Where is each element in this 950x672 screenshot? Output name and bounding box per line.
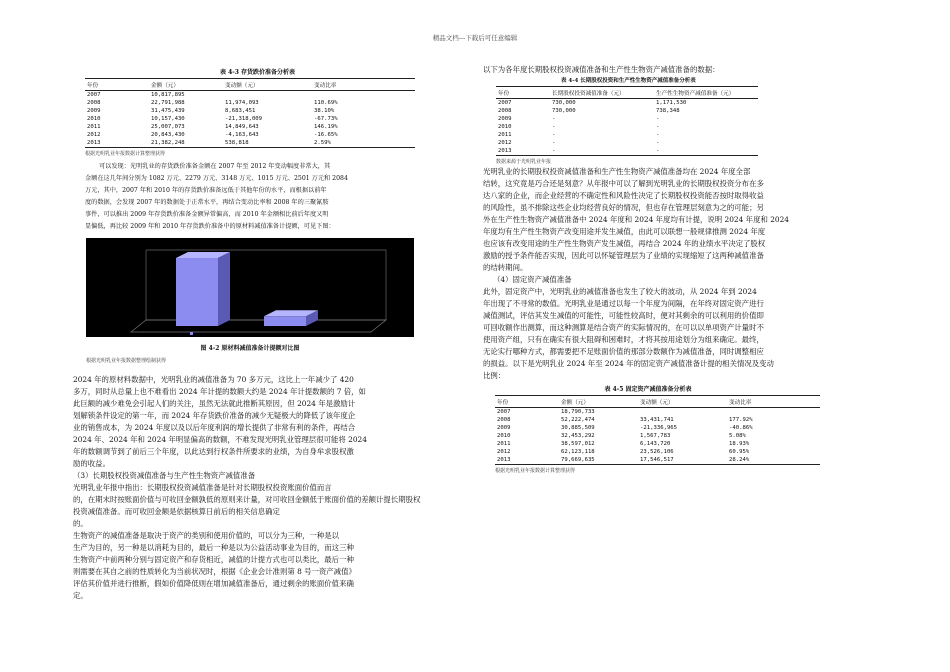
text-line: 划解锁条件设定的第一年，而 2024 年存货跌价准备的减少无疑极大的降低了该年度企: [73, 411, 356, 420]
table-cell: 110.69%: [314, 100, 338, 106]
section-heading: （4）固定资产减值准备: [493, 275, 572, 284]
text-line: 年出现了不寻常的数值。光明乳业是通过以每一个年度为间隔，在年终对固定资产进行: [483, 299, 764, 308]
table-cell: -4,163,643: [225, 132, 259, 138]
text-line: 比例：: [483, 371, 506, 380]
table-row: [495, 432, 820, 440]
table-cell: 52,222,474: [561, 417, 595, 423]
text-line: 金额在这几年间分别为 1082 万元、2279 万元、3148 万元、1015 万元、2501 万元和 2084: [85, 175, 348, 183]
table-cell: 2009: [497, 425, 511, 431]
table-cell: 2010: [87, 116, 101, 122]
table-cell: 33,431,741: [640, 417, 674, 423]
table-row: [496, 147, 758, 156]
table-header-row: [85, 79, 415, 91]
table-source: 根据光明乳业年报数据计算整理获得: [495, 468, 576, 474]
table-row: [495, 424, 820, 432]
table-cell: 177.92%: [729, 417, 753, 423]
table-cell: 2011: [497, 441, 511, 447]
text-line: 光明乳业的长期股权投资减值准备和生产性生物资产减值准备均在 2024 年度全部: [483, 167, 751, 176]
table-caption: 表 4-3 存货跌价准备分析表: [219, 69, 296, 76]
text-line: 减值测试，评估其发生减值的可能性，可能性较高时，便对其剩余的可以利用的价值即: [483, 311, 764, 320]
text-line: 万元，其中，2007 年和 2010 年的存货跌价准备远低于其他年份的水平，而根据以前年: [85, 187, 327, 195]
table-cell: -: [550, 147, 654, 156]
table-cell: 2011: [87, 124, 101, 130]
table-cell: 22,791,988: [151, 100, 185, 106]
figure-caption: 图 4-2 原材料减值准备计提额对比图: [200, 345, 300, 352]
table-cell: 60.95%: [729, 449, 750, 455]
table-cell: 18.93%: [729, 441, 750, 447]
table-row: [496, 139, 758, 147]
text-line: 光明乳业年报中指出：长期股权投资减值准备是针对长期股权投资账面价值而言: [73, 483, 332, 492]
table-cell: 18,790,733: [561, 409, 595, 415]
text-line: 度的数据，会发现 2007 年的数据处于正常水平，再结合变动比率和 2008 年的三聚氰胺: [85, 199, 329, 207]
text-line: 结转，这究竟是巧合还是刻意？从年报中可以了解到光明乳业的长期股权投资分布在多: [483, 179, 764, 188]
table-cell: 2009: [87, 108, 101, 114]
table-cell: [312, 91, 415, 100]
text-line: 年的数额调节到了前后三个年度，以此达到行权条件所要求的业绩，为自身牟求股权激: [73, 447, 354, 456]
table-cell: 62,123,118: [561, 449, 595, 455]
table-cell: 10,157,430: [151, 116, 185, 122]
table-cell: 21,382,248: [149, 139, 223, 148]
column-header: 变动额（元）: [638, 396, 727, 408]
text-line: 生产为目的，另一种是以消耗为目的，最后一种是以为公益活动事业为目的，而这三种: [73, 543, 354, 552]
table-cell: 730,000: [552, 100, 576, 106]
table-cell: 79,669,635: [559, 456, 638, 465]
table-cell: 23,526,106: [640, 449, 674, 455]
table-cell: 32,453,292: [561, 433, 595, 439]
column-header: 生产性生物资产减值准备（元）: [654, 87, 758, 99]
column-header: 长期股权投资减值准备（元）: [550, 87, 654, 99]
text-line: 可回收额作出测算，而这种测算是结合资产的实际情况的，在可以以单项资产计量时不: [483, 323, 764, 332]
table-cell: 738,348: [656, 108, 680, 114]
table-cell: 10,817,895: [151, 92, 185, 98]
table-row: [85, 91, 415, 100]
table-row: [495, 448, 820, 456]
table-cell: 30,885,509: [561, 425, 595, 431]
table-row: [85, 107, 415, 115]
table-row: [85, 99, 415, 107]
table-cell: -: [656, 140, 660, 146]
table-source: 数据来源于光明乳业年报: [496, 159, 552, 165]
table-header-row: [495, 396, 820, 408]
table-caption: 表 4-5 固定资产减值准备分析表: [604, 386, 692, 393]
bar-side-2009: [218, 252, 230, 326]
table-cell: 730,000: [552, 108, 576, 114]
table-cell: -: [656, 124, 660, 130]
text-line: 励的收益。: [73, 459, 110, 468]
table-cell: 2012: [497, 449, 511, 455]
table-cell: -: [654, 147, 758, 156]
text-line: 生物资产中前两种分别与固定资产和存货相近，减值的计提方式也可以类比，最后一种: [73, 555, 354, 564]
column-header: 金额（元）: [149, 79, 223, 91]
table-cell: 38,597,012: [561, 441, 595, 447]
text-line: 的风险性，虽不排除这些企业均经营良好的情况，但也存在管理层刻意为之的可能；另: [483, 203, 764, 212]
right-body: [483, 166, 813, 382]
table-cell: -21,336,965: [640, 425, 678, 431]
table-cell: 25,007,073: [151, 124, 185, 130]
text-line: 多万，同时从总量上也不难看出 2024 年计提的数额大约是 2024 年计提数额的 7 倍，如: [73, 387, 366, 396]
table-row: [496, 131, 758, 139]
table-cell: 2008: [87, 100, 101, 106]
table-cell: 2007: [87, 92, 101, 98]
table-cell: 1,171,530: [656, 100, 687, 106]
table-cell: 11,974,093: [225, 100, 259, 106]
text-line: 2024 年、2024 年和 2024 年明显偏高的数额，不难发现光明乳业管理层很可能将 2024: [73, 435, 367, 444]
text-line: 生物资产的减值准备是取决于资产的类别和使用价值的，可以分为三种，一种是以: [73, 531, 340, 540]
text-line: 此外，固定资产中，光明乳业的减值准备也发生了较大的波动，从 2024 年到 2024: [483, 287, 757, 296]
table-cell: 2013: [495, 456, 559, 465]
column-header: 变动比率: [312, 79, 415, 91]
table-cell: 8,683,451: [225, 108, 256, 114]
column-header: 变动比率: [727, 396, 820, 408]
bar-2010: [264, 316, 306, 326]
column-header: 年份: [85, 79, 149, 91]
table-row: [85, 131, 415, 139]
table-row: [495, 408, 820, 417]
text-line: 无论实行哪种方式，都需要把不足账面价值的那部分数额作为减值准备，同时调整相应: [483, 347, 764, 356]
table-cell: -: [552, 140, 556, 146]
table-cell: 2013: [496, 147, 550, 156]
table-row: [495, 416, 820, 424]
text-line: 的损益。以下是光明乳业 2024 年至 2024 年的固定资产减值准备计提的相关情况及变动: [483, 359, 774, 368]
text-line: 以下为各年度长期股权投资减值准备和生产性生物资产减值准备的数据：: [483, 65, 720, 74]
table-cell: 6,143,720: [640, 441, 671, 447]
text-line: 评估其价值并进行推断，假如价值降低则在增加减值准备后，通过剩余的账面价值来确: [73, 579, 354, 588]
table-cell: 31,475,439: [151, 108, 185, 114]
figure-source: 根据光明乳业年报数据整理绘制获得: [86, 358, 167, 364]
table-cell: 2012: [87, 132, 101, 138]
table-cell: 2007: [497, 409, 511, 415]
table-cell: -: [552, 124, 556, 130]
table-cell: 2008: [497, 417, 511, 423]
table-row: [495, 456, 820, 465]
table-row: [496, 107, 758, 115]
text-line: 定。: [73, 591, 88, 600]
paragraph: [85, 161, 430, 234]
text-line: 外在生产性生物资产减值准备中 2024 年度和 2024 年度均有计提，说明 2024 年度和 2024: [483, 215, 790, 224]
text-line: 也应该有改变用途的生产性生物资产发生减值，再结合 2024 年的业绩水平决定了股权: [483, 239, 766, 248]
left-column: [85, 67, 430, 234]
table-cell: -: [552, 116, 556, 122]
column-header: 年份: [495, 396, 559, 408]
column-header: 金额（元）: [559, 396, 638, 408]
column-header: 变动额（元）: [223, 79, 312, 91]
text-line: 业的销售成本，为 2024 年度以及以后年度利润的增长提供了非常有利的条件，再结合: [73, 423, 356, 432]
table-cell: 2012: [498, 140, 512, 146]
table-cell: 20,843,430: [151, 132, 185, 138]
table-cell: 28.24%: [727, 456, 820, 465]
text-line: 可以发现：光明乳业的存货跌价准备金额在 2007 年至 2012 年变动幅度非常大，其: [99, 163, 331, 170]
inventory-impairment-table: [85, 78, 415, 148]
table-cell: 2009: [498, 116, 512, 122]
text-line: 的。: [73, 519, 88, 528]
table-cell: 2007: [498, 100, 512, 106]
table-cell: -: [656, 116, 660, 122]
bar-chart: [86, 238, 414, 337]
table-row: [496, 115, 758, 123]
text-line: 使用资产组，只有在确实有很大阻碍和困难时，才将其按用途划分为组来确定。最终，: [483, 335, 764, 344]
table-cell: 17,546,517: [638, 456, 727, 465]
table-cell: 538,818: [223, 139, 312, 148]
right-column: [483, 64, 813, 474]
table-caption: 表 4-4 长期股权投资和生产性生物资产减值准备分析表: [561, 78, 696, 84]
table-header-row: [496, 87, 758, 99]
table-cell: 5.08%: [729, 433, 746, 439]
table-cell: 2008: [498, 108, 512, 114]
column-header: 年份: [496, 87, 550, 99]
table-row: [85, 115, 415, 123]
left-body: [73, 374, 473, 602]
legend-marker: [190, 332, 193, 335]
text-line: 的结转期间。: [483, 263, 528, 272]
text-line: 事件，可以推出 2009 年存货跌价准备金额异常偏高，而 2010 年金额相比前后年度又明: [85, 211, 329, 219]
table-row: [496, 123, 758, 131]
table-cell: 14,849,643: [225, 124, 259, 130]
table-cell: 146.19%: [314, 124, 338, 130]
table-cell: 2011: [498, 132, 512, 138]
section-heading: （3）长期股权投资减值准备与生产性生物资产减值准备: [73, 471, 256, 480]
text-line: 投资减值准备。而可收回金额是依据核算日前后的相关信息确定: [73, 507, 280, 516]
text-line: 达八家的企业，而企业经营的不确定性和风险性决定了长期股权投资能否按时取得收益: [483, 191, 764, 200]
table-row: [495, 440, 820, 448]
bar-2009: [176, 258, 218, 326]
text-line: 激励的授予条件能否实现，因此可以怀疑管理层为了业绩的实现缩短了这两种减值准备: [483, 251, 764, 260]
table-cell: 1,567,783: [640, 433, 671, 439]
chart-floor: [131, 320, 386, 332]
table-cell: -: [552, 132, 556, 138]
table-row: [85, 139, 415, 148]
table-source: 根据光明乳业年报数据计算整理获得: [85, 151, 166, 157]
table-cell: 2010: [497, 433, 511, 439]
text-line: 2024 年的原材料数据中，光明乳业的减值准备为 70 多万元，这比上一年减少了 420: [73, 375, 354, 384]
text-line: 的，在期末时按账面价值与可收回金额孰低的原则来计量，对可收回金额低于账面价值的差额计提长期股权: [73, 495, 421, 504]
text-line: 此巨额的减少难免会引起人们的关注，虽然无法就此推断其原因，但 2024 年是激励计: [73, 399, 356, 408]
table-cell: 2013: [85, 139, 149, 148]
table-cell: [727, 408, 820, 417]
table-cell: [223, 91, 312, 100]
table-cell: -21,318,009: [225, 116, 263, 122]
page-header: 精品文档---下载后可任意编辑: [432, 34, 518, 42]
table-row: [496, 99, 758, 108]
table-cell: -16.65%: [314, 132, 338, 138]
table-cell: -67.73%: [314, 116, 338, 122]
text-line: 年度均有生产性生物资产改变用途并发生减值，由此可以联想一般规律推测 2024 年度: [483, 227, 766, 236]
table-cell: 2.59%: [312, 139, 415, 148]
table-cell: [638, 408, 727, 417]
fixed-asset-impairment-table: [495, 395, 820, 465]
table-cell: -40.86%: [729, 425, 753, 431]
equity-investment-impairment-table: [496, 86, 758, 156]
table-row: [85, 123, 415, 131]
chart-area: [86, 238, 414, 337]
text-line: 则需要在其自之前的性质转化为当前状况时，根据《企业会计准则第 8 号一资产减值》: [73, 567, 356, 576]
text-line: 显偏低，再比较 2009 年和 2010 年存货跌价准备中的原材料减值准备计提额，可见下图：: [85, 223, 335, 231]
table-cell: 38.10%: [314, 108, 335, 114]
table-cell: -: [656, 132, 660, 138]
table-cell: 2010: [498, 124, 512, 130]
